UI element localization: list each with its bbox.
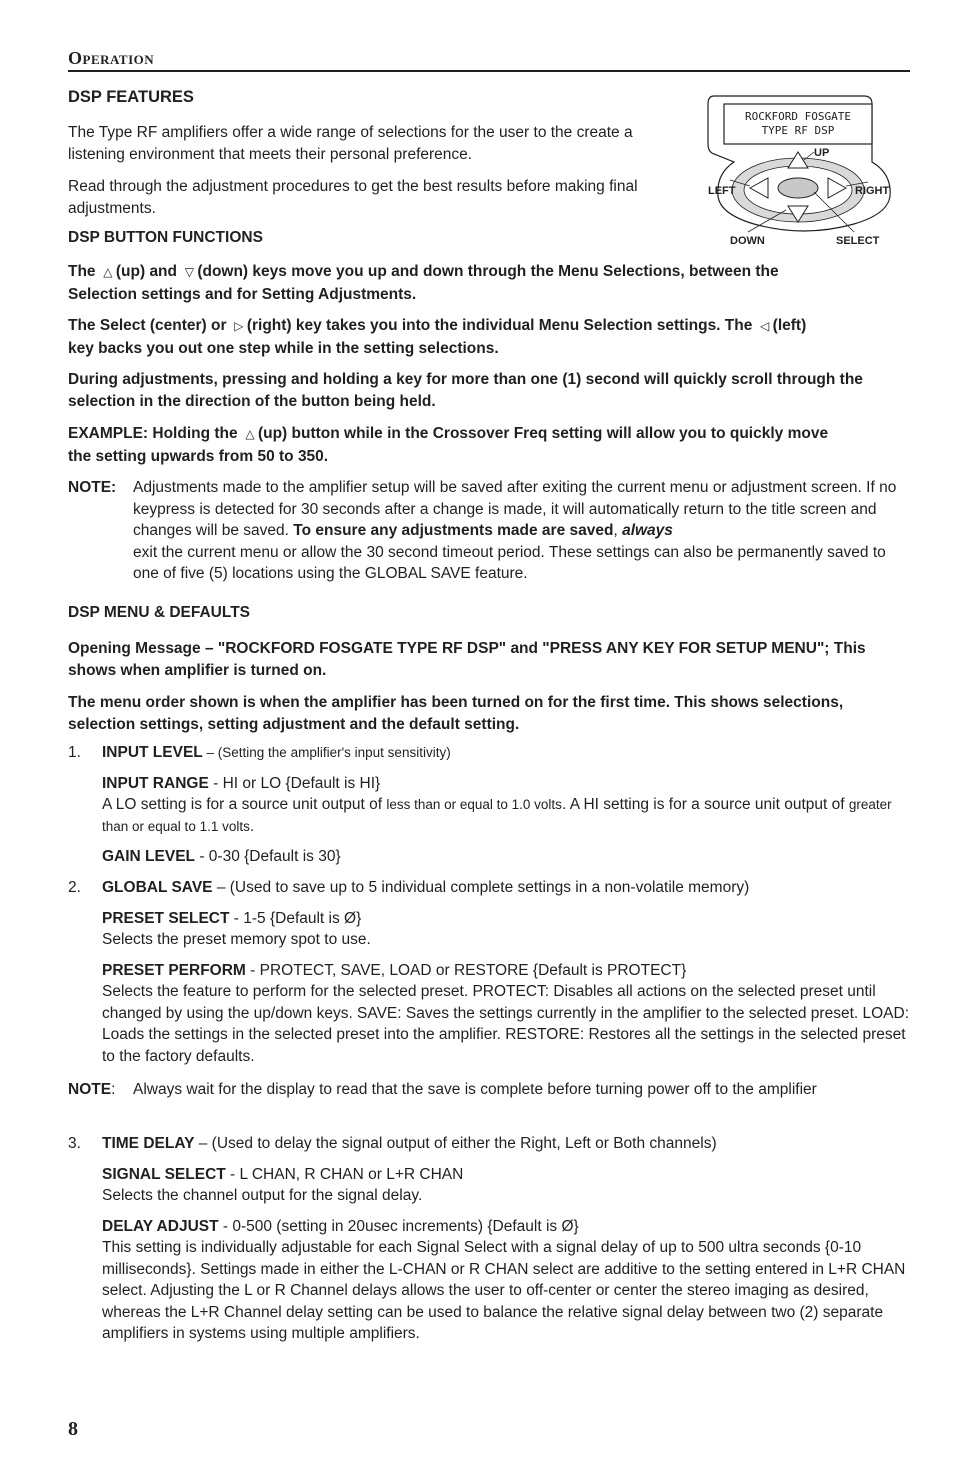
list-item-input-level [68, 742, 910, 865]
select-label: SELECT [836, 235, 880, 247]
note1-text-bold: To ensure any adjustments made are saved [293, 522, 614, 539]
note1-text-a: Adjustments made to the amplifier setup will be saved after exiting the current menu or adjustment screen. If no keypress is detected for 30 seconds after a change is made, it will automatically return to the title screen and changes will be saved. [133, 479, 897, 539]
intro-paragraph-1: The Type RF amplifiers offer a wide range of selections for the user to the create a listening environment that meets their personal preference. [68, 124, 633, 163]
note2-colon: : [111, 1081, 116, 1098]
lcd-line-2: TYPE RF DSP [761, 124, 835, 137]
sub-text-d: greater than or equal to 1.1 volts [102, 797, 892, 834]
dsp-features-heading-block [68, 88, 678, 107]
button-functions-p1 [68, 261, 910, 305]
sub-text-2: Selects the feature to perform for the selected preset. PROTECT: Disables all actions on the selected preset until changed by using the up/down keys. SAVE: Saves the settings currently in the amplifier to the selected preset. LOAD: Loads the settings in the selected preset into the amplifier. RESTORE: Restores all the settings in the selected preset to the factory defaults. [102, 983, 910, 1065]
menu-order-text: The menu order shown is when the amplifier has been turned on for the first time. This shows selections, selection settings, setting adjustment and the default setting. [68, 694, 844, 733]
sub-text-e: . [249, 817, 255, 835]
menu-order [68, 692, 910, 735]
right-triangle-icon: ▷ [234, 319, 244, 333]
p2-text-d: key backs you out one step while in the setting selections. [68, 339, 499, 357]
p1-text-c: (down) keys move you up and down through the Menu Selections, between the [197, 263, 779, 280]
p4-text-a: EXAMPLE: Holding the [68, 425, 238, 442]
p2-text-c: (left) [772, 317, 807, 334]
section-title: Operation [68, 48, 155, 68]
note-save-complete [68, 1079, 910, 1127]
p2-text-a: The Select (center) or [68, 317, 227, 334]
p1-text-a: The [68, 263, 96, 280]
p3-text: During adjustments, pressing and holding a key for more than one (1) second will quickly scroll through the selection in the direction of the button being held. [68, 371, 863, 410]
note2-text: Always wait for the display to read that the save is complete before turning power off to the amplifier [133, 1081, 817, 1098]
sub-text: Selects the preset memory spot to use. [102, 931, 371, 948]
button-functions-heading: DSP BUTTON FUNCTIONS [68, 229, 263, 246]
sub-title: INPUT RANGE [102, 774, 209, 792]
item-title: INPUT LEVEL [102, 744, 203, 761]
item-number: 2. [68, 879, 81, 896]
sub-value: - HI or LO {Default is HI} [208, 774, 381, 792]
menu-defaults-heading-block [68, 604, 910, 622]
sub-title-2: GAIN LEVEL [102, 848, 196, 865]
sub-title: SIGNAL SELECT [102, 1165, 226, 1183]
p1-text-d: Selection settings and for Setting Adjustments. [68, 285, 417, 303]
sub-title: PRESET SELECT [102, 909, 230, 927]
lcd-line-1: ROCKFORD FOSGATE [745, 110, 851, 123]
sub-text-c: . A HI setting is for a source unit output of [561, 796, 849, 813]
item-number: 1. [68, 744, 81, 761]
note-adjustments [68, 477, 910, 595]
sub-title-2: PRESET PERFORM [102, 961, 246, 979]
p1-text-b: (up) and [115, 263, 177, 280]
button-functions-p2 [68, 315, 910, 359]
sub-value: - L CHAN, R CHAN or L+R CHAN [225, 1165, 464, 1183]
p4-text-c: the setting upwards from 50 to 350. [68, 447, 329, 465]
up-label: UP [814, 147, 830, 159]
button-functions-p4 [68, 423, 910, 467]
sub-value-2: - PROTECT, SAVE, LOAD or RESTORE {Default is PROTECT} [245, 961, 687, 979]
opening-message [68, 638, 910, 681]
down-label: DOWN [730, 235, 765, 247]
section-header [68, 42, 910, 72]
note1-always: always [622, 522, 673, 539]
note-label: NOTE: [68, 479, 117, 496]
sub-text-b: less than or equal to 1.0 volts [386, 797, 562, 812]
sub-text: Selects the channel output for the signal delay. [102, 1187, 423, 1204]
dsp-features-intro [68, 122, 678, 165]
intro-paragraph-2: Read through the adjustment procedures to get the best results before making final adjustments. [68, 178, 638, 217]
item-title: GLOBAL SAVE [102, 879, 213, 896]
sub-title-2: DELAY ADJUST [102, 1217, 219, 1235]
list-item-time-delay [68, 1133, 910, 1348]
button-functions-p3 [68, 369, 910, 412]
p4-text-b: (up) button while in the Crossover Freq setting will allow you to quickly move [257, 425, 829, 442]
opening-message-text: Opening Message – "ROCKFORD FOSGATE TYPE RF DSP" and "PRESS ANY KEY FOR SETUP MENU"; This shows when amplifier is turned on. [68, 640, 866, 679]
up-triangle-icon: △ [103, 265, 113, 279]
menu-defaults-heading: DSP MENU & DEFAULTS [68, 604, 250, 621]
sub-text-a: A LO setting is for a source unit output of [102, 796, 387, 813]
dsp-features-intro-2 [68, 176, 683, 219]
page-number: 8 [68, 1418, 78, 1440]
up-triangle-icon-2: △ [245, 427, 255, 441]
down-triangle-icon: ▽ [184, 265, 194, 279]
sub-value-2: - 0-500 (setting in 20usec increments) {Default is Ø} [218, 1217, 579, 1235]
sub-value: - 1-5 {Default is Ø} [229, 909, 362, 927]
note1-text-c: exit the current menu or allow the 30 second timeout period. These settings can also be permanently saved to one of five (5) locations using the GLOBAL SAVE feature. [133, 543, 886, 582]
item-desc: – (Setting the amplifier's input sensitivity) [202, 745, 451, 760]
sub-value-2: - 0-30 {Default is 30} [195, 848, 341, 865]
sub-text-2: This setting is individually adjustable for each Signal Select with a signal delay of up to 500 ultra seconds {0-10 milliseconds}. Settings made in either the L-CHAN or R CHAN select are additive to the setting entered in L+R CHAN select. Adjusting the L or R Channel delays allows the user to off-center or center the stereo imaging as desired, whereas the L+R Channel delay setting can be used to balance the relative signal delay between two (2) separate amplifiers in systems using multiple amplifiers. [102, 1239, 906, 1342]
p2-text-b: (right) key takes you into the individual Menu Selection settings. The [246, 317, 753, 334]
button-functions-heading-block [68, 229, 683, 247]
list-item-global-save [68, 877, 910, 1072]
dsp-features-heading: DSP FEATURES [68, 88, 194, 106]
note1-comma: , [613, 522, 618, 539]
item-number: 3. [68, 1135, 81, 1152]
left-triangle-icon: ◁ [760, 319, 770, 333]
item-title: TIME DELAY [102, 1135, 195, 1152]
item-desc: – (Used to save up to 5 individual complete settings in a non-volatile memory) [212, 879, 750, 896]
select-center-button[interactable] [778, 178, 818, 198]
note2-label: NOTE [68, 1081, 112, 1098]
right-label: RIGHT [855, 185, 890, 197]
keypad-illustration [704, 92, 904, 252]
item-desc: – (Used to delay the signal output of either the Right, Left or Both channels) [194, 1135, 717, 1152]
left-label: LEFT [708, 185, 736, 197]
keypad-diagram [704, 92, 904, 252]
